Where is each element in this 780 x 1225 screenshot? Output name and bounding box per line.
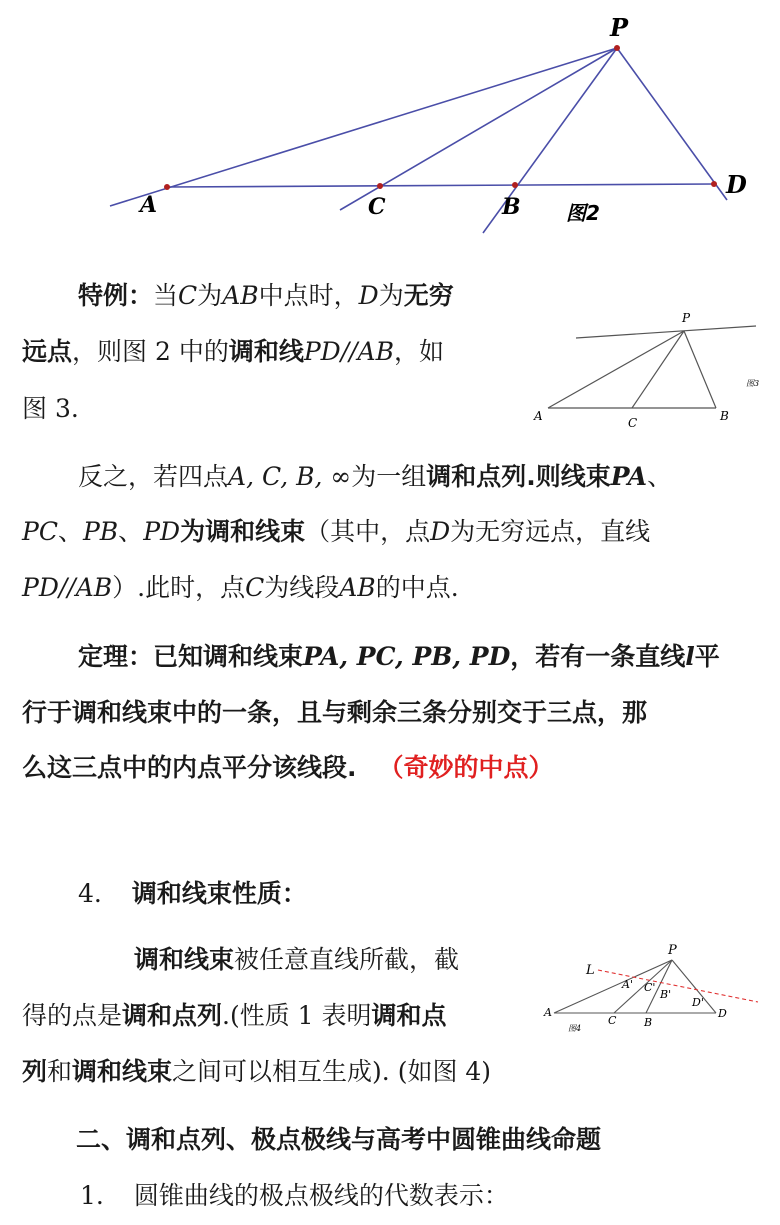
- fig4-label-b: B: [644, 1016, 653, 1029]
- theorem-line-2: 行于调和线束中的一条，且与剩余三条分别交于三点，那: [22, 698, 648, 727]
- theorem-highlight: （奇妙的中点）: [378, 753, 554, 782]
- fig2-caption: 图2: [566, 201, 600, 225]
- item-1-text: 圆锥曲线的极点极线的代数表示：: [133, 1181, 509, 1210]
- fig4-label-a1: A': [622, 978, 633, 991]
- property-line-1: 调和线束被任意直线所截，截: [134, 945, 460, 974]
- theorem-line-3: 么这三点中的内点平分该线段. （奇妙的中点）: [22, 753, 554, 782]
- theorem-line-1: 定理：已知调和线束PA, PC, PB, PD，若有一条直线l平: [78, 642, 720, 671]
- special-title: 特例：: [78, 281, 154, 310]
- fig2-label-a: A: [140, 192, 158, 218]
- fig4-label-d1: D': [692, 996, 704, 1009]
- fig2-label-b: B: [502, 194, 521, 220]
- fig4-label-b1: B': [660, 988, 672, 1001]
- fig2-label-p: P: [610, 13, 629, 42]
- fig3-caption: 图3: [746, 379, 760, 388]
- converse-line-2: PC、PB、PD为调和线束（其中，点D为无穷远点，直线: [22, 517, 651, 546]
- figure-2: [0, 0, 780, 240]
- fig4-label-c: C: [608, 1014, 617, 1027]
- fig3-label-b: B: [720, 409, 729, 423]
- item-1: [80, 1180, 509, 1212]
- fig3-label-p: P: [682, 311, 691, 325]
- figure-4: [536, 938, 766, 1038]
- fig4-label-c1: C': [644, 981, 656, 994]
- chapter-heading: 二、调和点列、极点极线与高考中圆锥曲线命题: [76, 1125, 602, 1154]
- fig3-label-c: C: [628, 416, 638, 430]
- section-4-title: 调和线束性质：: [131, 879, 307, 908]
- property-line-2: 得的点是调和点列.(性质 1 表明调和点: [22, 1001, 447, 1030]
- section-4-heading: [78, 878, 307, 910]
- fig4-caption: 图4: [568, 1024, 582, 1033]
- section-4-number: 4.: [78, 879, 102, 908]
- fig4-label-p: P: [668, 943, 677, 958]
- converse-line-3: PD//AB）.此时，点C为线段AB的中点.: [22, 573, 459, 602]
- converse-line-1: 反之，若四点A, C, B, ∞为一组调和点列.则线束PA、: [78, 462, 673, 491]
- fig2-label-c: C: [368, 194, 386, 220]
- fig2-label-d: D: [726, 170, 747, 199]
- special-line-1: 特例：当C为AB中点时，D为无穷: [78, 281, 454, 310]
- special-line-3: 图 3.: [22, 394, 79, 423]
- figure-3: [528, 300, 768, 440]
- fig4-label-d: D: [718, 1007, 727, 1020]
- fig4-label-l: L: [586, 963, 595, 978]
- fig3-label-a: A: [534, 409, 543, 423]
- fig4-label-a: A: [544, 1006, 552, 1019]
- item-1-number: 1.: [80, 1181, 104, 1210]
- property-line-3: 列和调和线束之间可以相互生成). (如图 4): [22, 1057, 492, 1086]
- special-line-2: 远点，则图 2 中的调和线PD//AB，如: [22, 337, 444, 366]
